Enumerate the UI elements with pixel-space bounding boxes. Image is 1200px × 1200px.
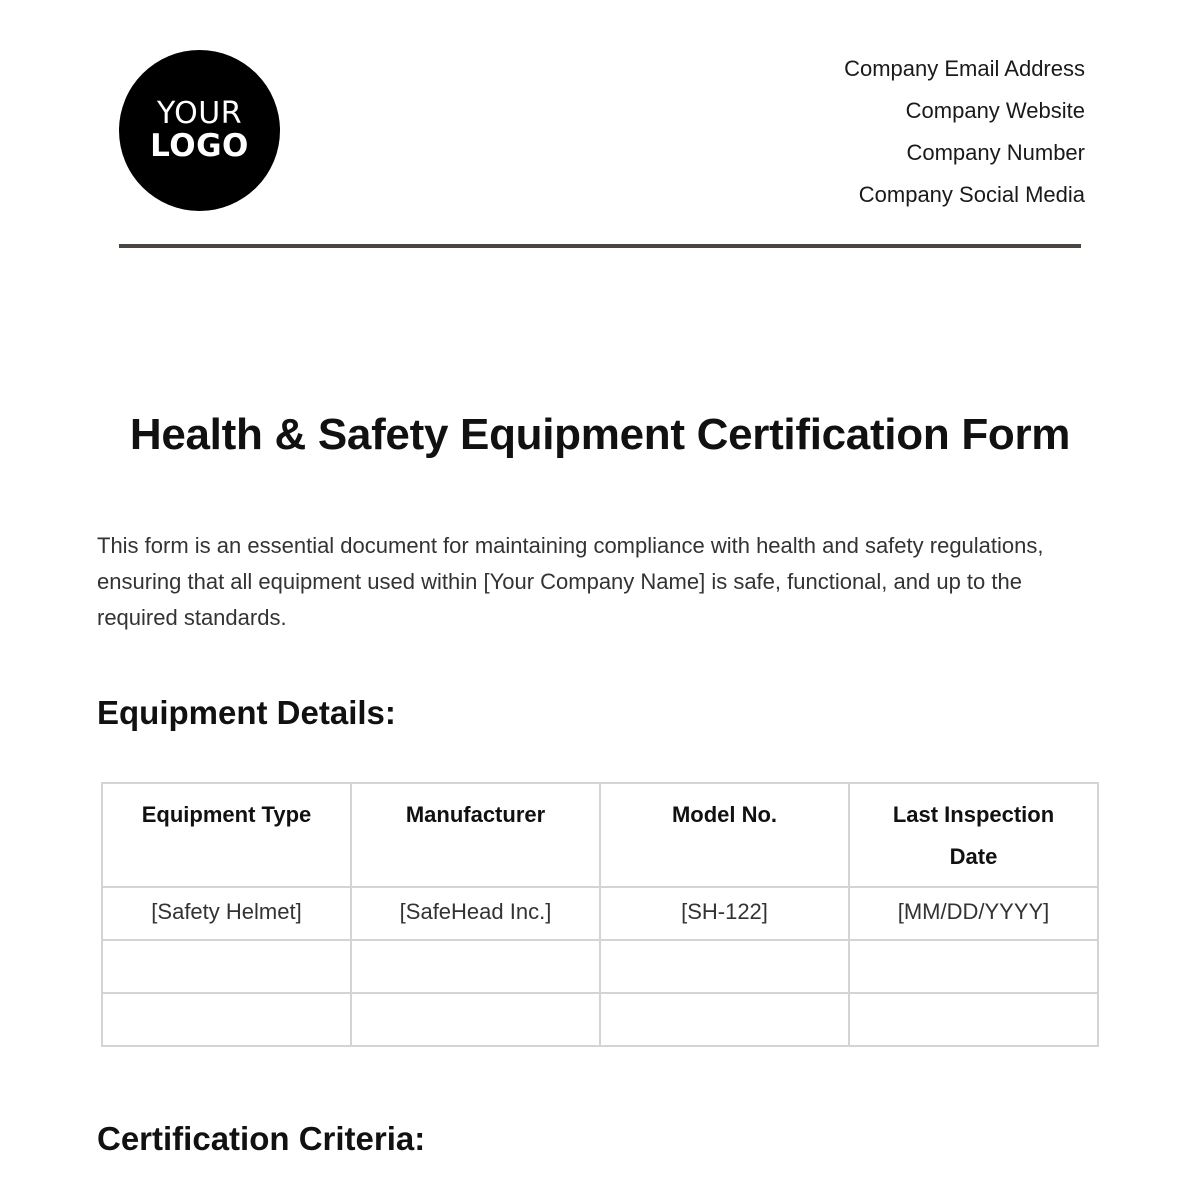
company-number: Company Number (906, 140, 1085, 165)
table-cell[interactable]: [MM/DD/YYYY] (849, 887, 1098, 940)
table-cell[interactable] (351, 993, 600, 1046)
table-row (102, 887, 1098, 940)
certification-criteria-heading: Certification Criteria: (97, 1120, 426, 1157)
company-contact-block (844, 54, 1085, 222)
column-header-last-inspection-date: Last Inspection Date (849, 783, 1098, 887)
table-cell[interactable] (600, 993, 849, 1046)
table-cell[interactable] (849, 940, 1098, 993)
table-cell[interactable] (849, 993, 1098, 1046)
intro-paragraph: This form is an essential document for maintaining compliance with health and safety regulations, ensuring that all equipment used within [Your Company Name] is safe, functional, and up to the required standards. (97, 533, 1044, 630)
equipment-details-heading: Equipment Details: (97, 694, 396, 731)
table-cell[interactable] (102, 940, 351, 993)
table-row (102, 940, 1098, 993)
table-cell[interactable] (600, 940, 849, 993)
company-social-media: Company Social Media (858, 182, 1085, 207)
page-title: Health & Safety Equipment Certification Form (129, 410, 1071, 459)
company-website: Company Website (905, 98, 1085, 123)
company-email: Company Email Address (844, 56, 1085, 81)
column-header-model-no: Model No. (600, 783, 849, 887)
column-header-manufacturer: Manufacturer (351, 783, 600, 887)
table-cell[interactable]: [SafeHead Inc.] (351, 887, 600, 940)
logo-line-1: YOUR (156, 96, 243, 131)
table-row (102, 993, 1098, 1046)
equipment-details-table (101, 782, 1099, 1047)
column-header-equipment-type: Equipment Type (102, 783, 351, 887)
table-header-row (102, 783, 1098, 887)
table-cell[interactable] (102, 993, 351, 1046)
company-logo (119, 50, 280, 211)
table-cell[interactable]: [Safety Helmet] (102, 887, 351, 940)
table-cell[interactable] (351, 940, 600, 993)
header-divider (119, 244, 1081, 248)
logo-line-2: LOGO (150, 128, 249, 164)
table-cell[interactable]: [SH-122] (600, 887, 849, 940)
